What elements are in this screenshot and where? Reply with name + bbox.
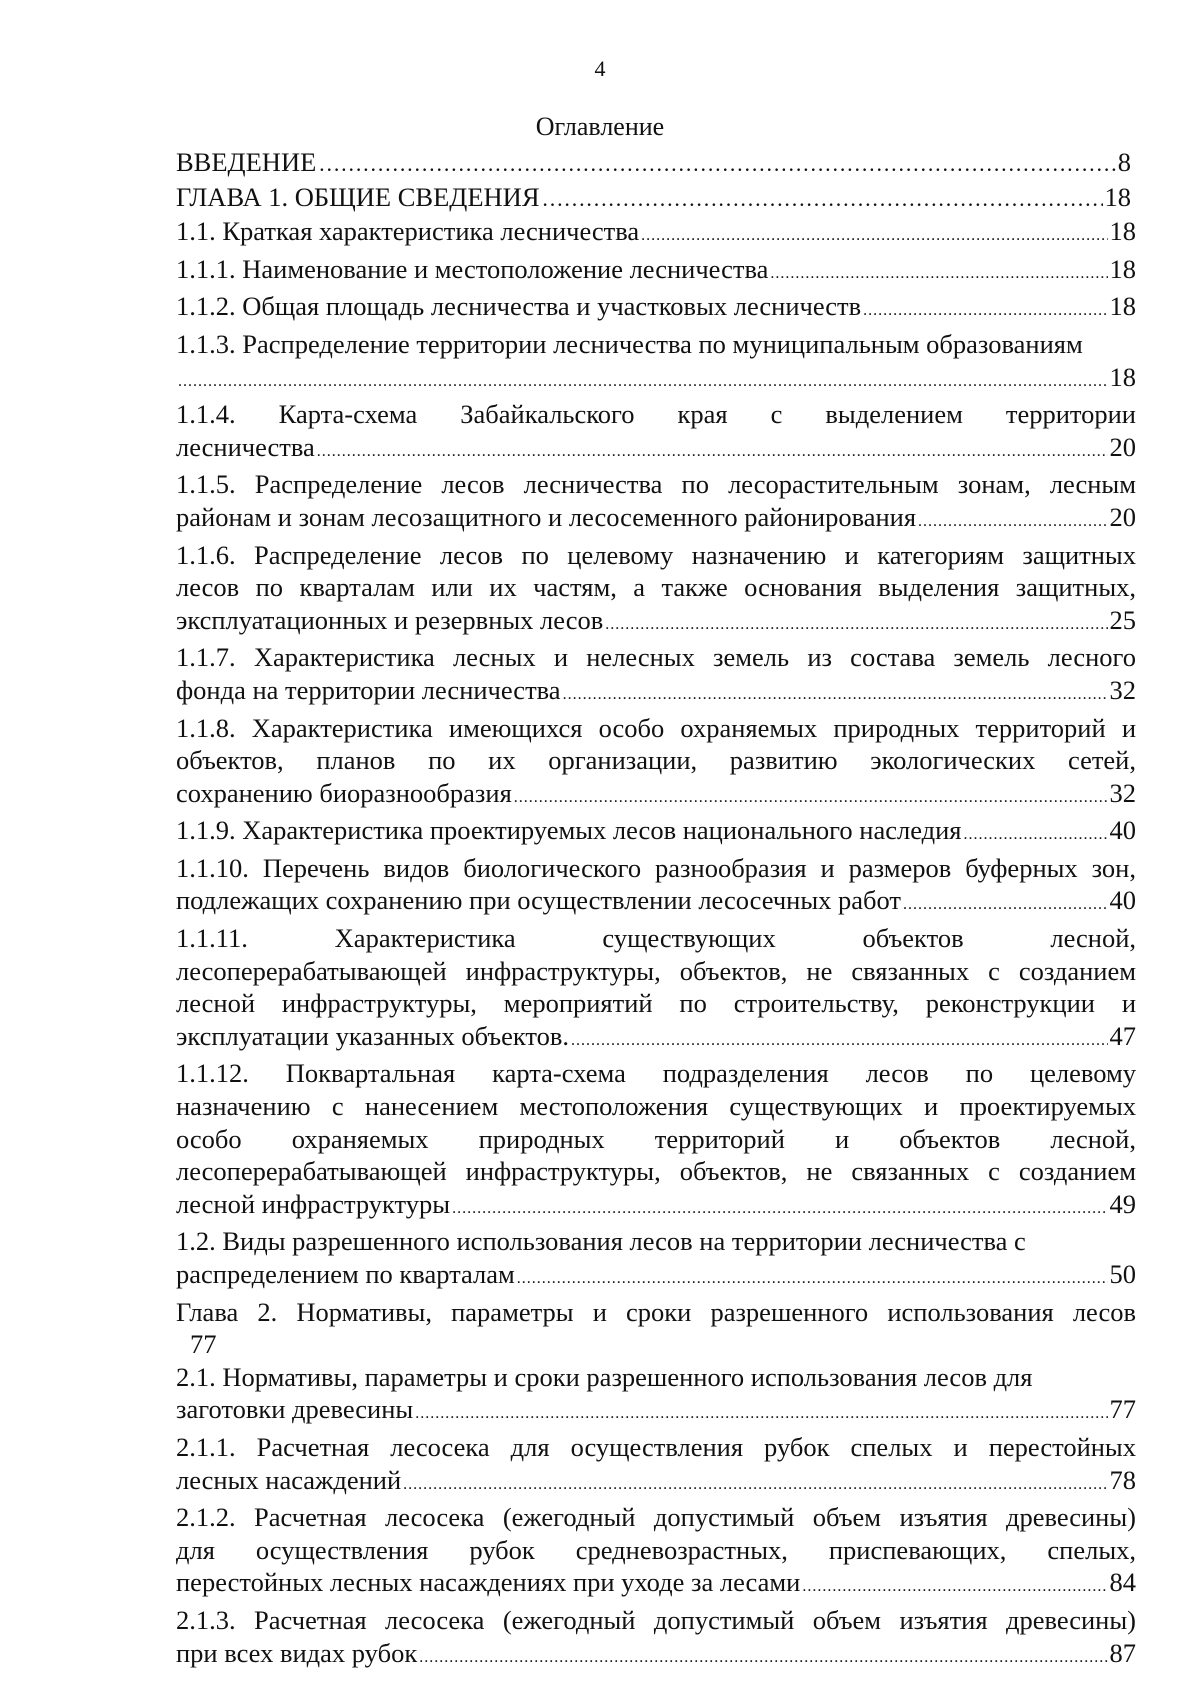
toc-entry-text-line: 1.1.7. Характеристика лесных и нелесных земель из состава земель лесного	[176, 642, 1136, 673]
toc-entry-line	[176, 777, 1136, 815]
toc-entry-line	[176, 1566, 1136, 1604]
toc-leader-dots	[963, 819, 1107, 852]
toc-entry-2-1-2[interactable]	[176, 1501, 1136, 1604]
toc-entry-line	[176, 253, 1136, 291]
toc-entry-line	[176, 1020, 1136, 1058]
toc-entry-page: 78	[1109, 1464, 1136, 1495]
toc-entry-page: 20	[1109, 431, 1136, 462]
toc-entry-text-line: 1.1.11. Характеристика существующих объектов лесной,	[176, 923, 1136, 954]
toc-entry-page: 18	[1109, 216, 1136, 247]
toc-entry-2-1-3[interactable]	[176, 1604, 1136, 1674]
toc-entry-1-1-7[interactable]	[176, 641, 1136, 711]
toc-leader-dots	[571, 1025, 1107, 1058]
toc-leader-dots	[317, 436, 1108, 469]
toc-entry-1-1-1[interactable]	[176, 253, 1136, 291]
toc-entry-page: 8	[1117, 147, 1131, 177]
toc-entry-1-1-8[interactable]	[176, 712, 1136, 815]
toc-entry-line	[176, 674, 1136, 712]
toc-leader-dots	[563, 679, 1108, 712]
toc-entry-text-line: особо охраняемых природных территорий и объектов лесной,	[176, 1123, 1136, 1154]
toc-leader-dots	[318, 148, 1115, 181]
toc-leader-dots	[415, 1398, 1107, 1431]
toc-entry-text-line: 1.1.8. Характеристика имеющихся особо охраняемых природных территорий и	[176, 712, 1136, 743]
toc-leader-dots	[641, 220, 1107, 253]
toc-entry-chapter-2[interactable]	[176, 1296, 1136, 1361]
toc-leader-dots	[514, 782, 1108, 815]
toc-entry-title: распределением по кварталам	[176, 1259, 515, 1289]
toc-entry-title: 1.1.9. Характеристика проектируемых лесов национального наследия	[176, 815, 962, 846]
toc-entry-text-line: 1.1.5. Распределение лесов лесничества по лесорастительным зонам, лесным	[176, 469, 1136, 500]
toc-entry-page: 25	[1109, 604, 1136, 635]
toc-entry-1-1-6[interactable]	[176, 539, 1136, 642]
toc-entry-page: 49	[1109, 1188, 1136, 1219]
toc-entry-page: 77	[190, 1329, 217, 1360]
toc-entry-text-line: лесной инфраструктуры, мероприятий по строительству, реконструкции и	[176, 988, 1136, 1019]
toc-entry-2-1[interactable]	[176, 1361, 1136, 1431]
toc-entry-line	[176, 884, 1136, 922]
toc-entry-line	[176, 1258, 1136, 1296]
toc-entry-text-line: объектов, планов по их организации, развитию экологических сетей,	[176, 745, 1136, 776]
toc-entry-line	[176, 181, 1131, 216]
toc-entry-text-line: 2.1.3. Расчетная лесосека (ежегодный допустимый объем изъятия древесины)	[176, 1604, 1136, 1635]
toc-entry-page: 32	[1109, 674, 1136, 705]
toc-entry-1-2[interactable]	[176, 1225, 1136, 1295]
toc-entry-introduction[interactable]	[176, 146, 1136, 181]
toc-entry-page: 87	[1109, 1637, 1136, 1668]
toc-entry-title: ВВЕДЕНИЕ	[176, 147, 317, 177]
toc-entry-text-line: 2.1.1. Расчетная лесосека для осуществления рубок спелых и перестойных	[176, 1431, 1136, 1462]
toc-entry-text-line: Глава 2. Нормативы, параметры и сроки разрешенного использования лесов	[176, 1296, 1136, 1327]
toc-entry-line	[176, 814, 1136, 852]
table-of-contents	[176, 146, 1136, 1674]
toc-entry-line	[176, 1637, 1136, 1675]
toc-entry-1-1[interactable]	[176, 215, 1136, 253]
toc-entry-title: при всех видах рубок	[176, 1637, 418, 1668]
toc-title: Оглавление	[535, 112, 665, 141]
toc-entry-line	[176, 361, 1136, 399]
toc-entry-title: перестойных лесных насаждениях при уходе за лесами	[176, 1567, 801, 1598]
toc-entry-title: эксплуатации указанных объектов.	[176, 1020, 570, 1051]
toc-leader-dots	[802, 1571, 1107, 1604]
toc-entry-title: лесных насаждений	[176, 1464, 402, 1495]
toc-entry-title: 1.1.1. Наименование и местоположение лесничества	[176, 253, 769, 284]
toc-entry-line	[176, 431, 1136, 469]
toc-leader-dots	[403, 1469, 1107, 1502]
toc-entry-title: заготовки древесины	[176, 1394, 414, 1425]
toc-entry-text-line: 2.1.2. Расчетная лесосека (ежегодный допустимый объем изъятия древесины)	[176, 1502, 1136, 1533]
toc-entry-line	[176, 146, 1131, 181]
toc-entry-text-line: 1.1.12. Поквартальная карта-схема подразделения лесов по целевому	[176, 1058, 1136, 1089]
toc-entry-line	[176, 604, 1136, 642]
toc-entry-line	[176, 1393, 1136, 1431]
toc-leader-dots	[419, 1642, 1107, 1675]
toc-entry-text-line: лесоперерабатывающей инфраструктуры, объектов, не связанных с созданием	[176, 955, 1136, 986]
toc-entry-page: 84	[1109, 1567, 1136, 1598]
toc-entry-chapter-1[interactable]	[176, 181, 1136, 216]
toc-entry-page: 77	[1109, 1394, 1136, 1425]
toc-entry-title: эксплуатационных и резервных лесов	[176, 604, 604, 635]
toc-entry-text-line: 2.1. Нормативы, параметры и сроки разрешенного использования лесов для	[176, 1361, 1033, 1392]
toc-entry-line	[176, 215, 1136, 253]
toc-leader-dots	[770, 258, 1107, 291]
toc-entry-2-1-1[interactable]	[176, 1431, 1136, 1501]
toc-entry-title: 1.1.2. Общая площадь лесничества и участковых лесничеств	[176, 291, 862, 322]
toc-leader-dots	[903, 889, 1108, 922]
toc-leader-dots	[918, 506, 1107, 539]
toc-entry-text-line: лесов по кварталам или их частям, а также основания выделения защитных,	[176, 572, 1136, 603]
toc-entry-page: 40	[1109, 815, 1136, 846]
toc-leader-dots	[542, 183, 1103, 216]
toc-entry-line	[176, 501, 1136, 539]
toc-entry-title: сохранению биоразнообразия	[176, 777, 512, 808]
toc-entry-1-1-10[interactable]	[176, 852, 1136, 922]
toc-entry-page: 18	[1104, 181, 1131, 212]
toc-entry-title: 1.1. Краткая характеристика лесничества	[176, 216, 640, 247]
toc-entry-page: 50	[1109, 1259, 1136, 1289]
toc-entry-1-1-9[interactable]	[176, 814, 1136, 852]
toc-entry-page: 18	[1109, 361, 1136, 392]
toc-entry-text-line: 1.1.4. Карта-схема Забайкальского края с выделением территории	[176, 399, 1136, 430]
toc-leader-dots	[605, 609, 1107, 642]
toc-entry-1-1-3[interactable]	[176, 328, 1136, 398]
toc-entry-title: ГЛАВА 1. ОБЩИЕ СВЕДЕНИЯ	[176, 181, 540, 212]
toc-entry-page: 18	[1109, 253, 1136, 284]
toc-entry-text-line: назначению с нанесением местоположения существующих и проектируемых	[176, 1091, 1136, 1122]
toc-entry-line	[176, 1464, 1136, 1502]
toc-entry-text-line: 1.1.6. Распределение лесов по целевому назначению и категориям защитных	[176, 539, 1136, 570]
toc-entry-line	[176, 290, 1136, 328]
toc-entry-page: 18	[1109, 291, 1136, 322]
toc-entry-1-1-11[interactable]	[176, 922, 1136, 1057]
toc-entry-1-1-5[interactable]	[176, 468, 1136, 538]
toc-entry-title: подлежащих сохранению при осуществлении лесосечных работ	[176, 885, 901, 916]
toc-entry-title: фонда на территории лесничества	[176, 674, 561, 705]
toc-entry-page: 47	[1109, 1020, 1136, 1051]
toc-leader-dots	[178, 366, 1108, 399]
toc-entry-line	[176, 1188, 1136, 1226]
toc-entry-1-1-12[interactable]	[176, 1057, 1136, 1225]
toc-entry-page: 20	[1109, 501, 1136, 532]
toc-entry-title: лесной инфраструктуры	[176, 1188, 451, 1219]
toc-entry-text-line: 1.1.10. Перечень видов биологического разнообразия и размеров буферных зон,	[176, 852, 1136, 883]
toc-entry-text-line: для осуществления рубок средневозрастных, приспевающих, спелых,	[176, 1534, 1136, 1565]
page-number: 4	[594, 56, 606, 81]
toc-entry-title: районам и зонам лесозащитного и лесосеменного районирования	[176, 501, 917, 532]
toc-leader-dots	[863, 295, 1107, 328]
toc-entry-page: 32	[1109, 777, 1136, 808]
toc-entry-1-1-4[interactable]	[176, 398, 1136, 468]
toc-leader-dots	[517, 1263, 1108, 1296]
toc-entry-title: лесничества	[176, 431, 315, 462]
toc-entry-text-line: 1.2. Виды разрешенного использования лесов на территории лесничества с	[176, 1226, 1026, 1257]
toc-leader-dots	[452, 1193, 1107, 1226]
toc-entry-text-line: 1.1.3. Распределение территории лесничества по муниципальным образованиям	[176, 328, 1083, 359]
toc-entry-text-line: лесоперерабатывающей инфраструктуры, объектов, не связанных с созданием	[176, 1156, 1136, 1187]
toc-entry-page: 40	[1109, 885, 1136, 916]
toc-entry-1-1-2[interactable]	[176, 290, 1136, 328]
